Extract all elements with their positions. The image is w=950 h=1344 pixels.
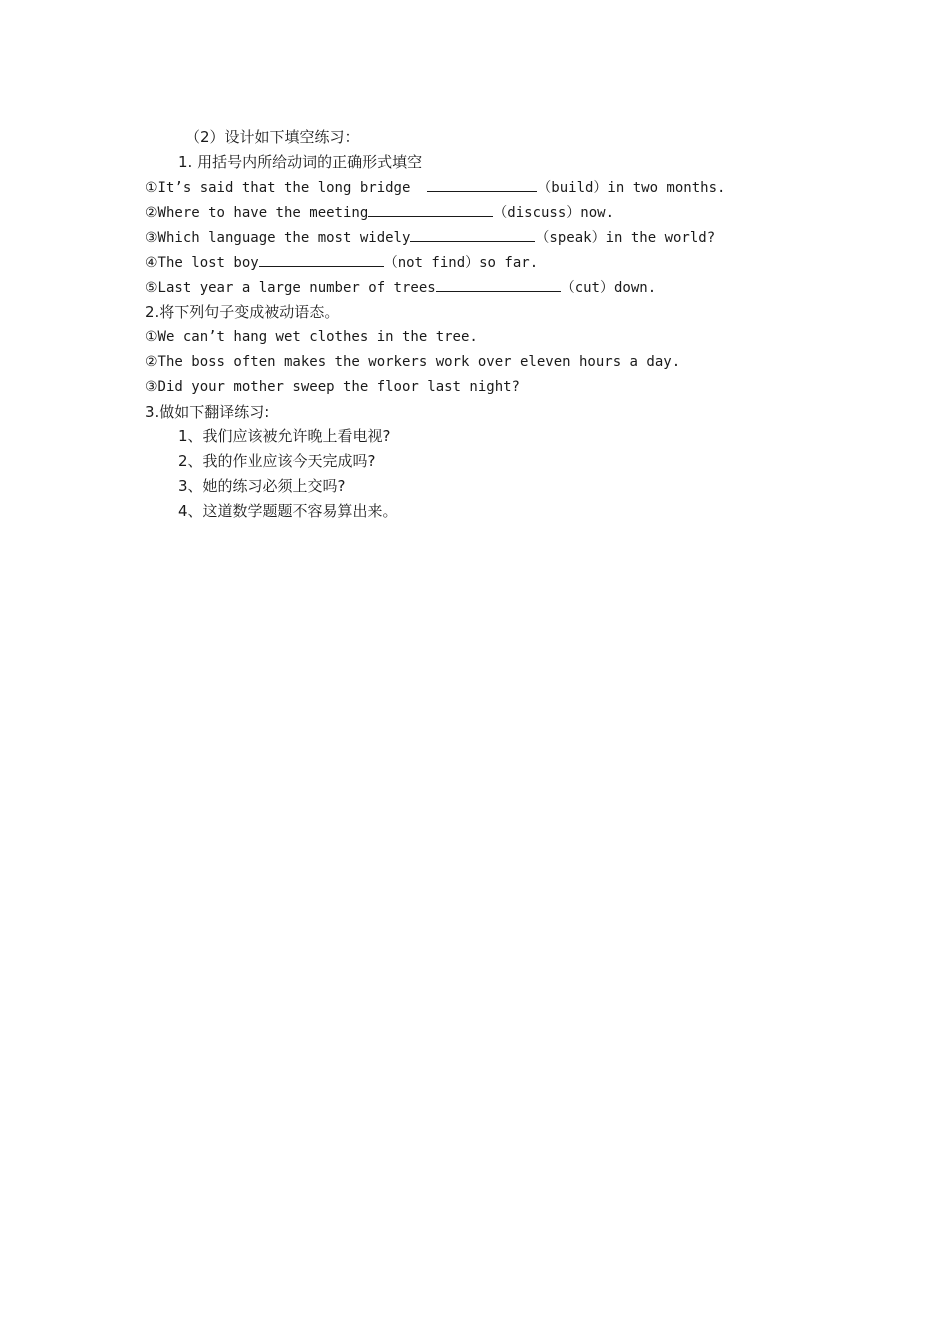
passive-item-3: ③Did your mother sweep the floor last night? [145,379,520,395]
answer-blank [368,202,493,217]
item-hint: （not find）so far. [383,255,539,271]
section-header: （2）设计如下填空练习： [185,128,360,146]
item-hint: （cut）down. [560,280,657,296]
translation-item-3: 3、她的练习必须上交吗? [178,477,346,495]
fill-blank-item-2 [145,202,614,223]
item-text: ②Where to have the meeting [145,205,369,221]
passive-item-1: ①We can’t hang wet clothes in the tree. [145,329,478,345]
part3-title: 3.做如下翻译练习: [145,403,270,421]
translation-item-2: 2、我的作业应该今天完成吗? [178,452,376,470]
fill-blank-item-3 [145,227,715,248]
fill-blank-item-4 [145,252,538,273]
translation-item-1: 1、我们应该被允许晚上看电视? [178,427,391,445]
item-hint: （build）in two months. [537,180,726,196]
item-text: ④The lost boy [145,255,259,271]
passive-item-2: ②The boss often makes the workers work over eleven hours a day. [145,354,681,370]
answer-blank [410,227,535,242]
item-text: ①It’s said that the long bridge [145,180,428,196]
answer-blank [259,252,384,267]
fill-blank-item-1 [145,177,725,198]
item-hint: （speak）in the world? [535,230,716,246]
item-hint: （discuss）now. [493,205,614,221]
translation-item-4: 4、这道数学题题不容易算出来。 [178,502,398,520]
fill-blank-item-5 [145,277,656,298]
answer-blank [427,177,537,192]
part1-title: 1. 用括号内所给动词的正确形式填空 [178,153,423,171]
answer-blank [436,277,561,292]
item-text: ③Which language the most widely [145,230,411,246]
item-text: ⑤Last year a large number of trees [145,280,436,296]
part2-title: 2.将下列句子变成被动语态。 [145,303,340,321]
